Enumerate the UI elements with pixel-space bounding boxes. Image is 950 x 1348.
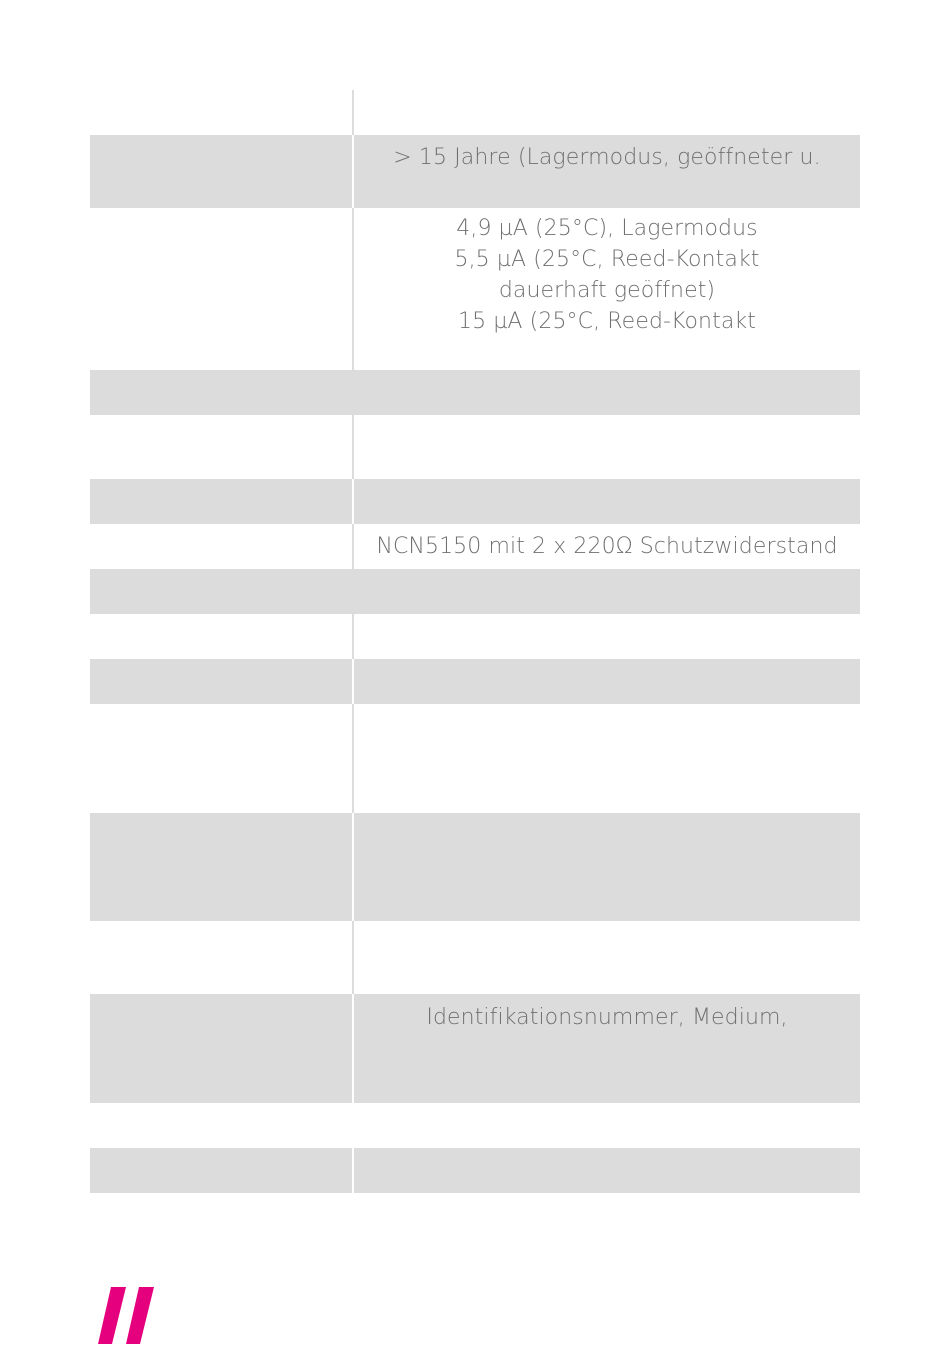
row-label: [90, 415, 352, 479]
row-value: [354, 1103, 860, 1148]
table-row: [90, 813, 860, 921]
row-value: [354, 370, 860, 415]
row-label: [90, 135, 352, 208]
table-row: [90, 659, 860, 704]
row-value: 4,9 µA (25°C), Lagermodus 5,5 µA (25°C, Reed-Kontakt dauerhaft geöffnet) 15 µA (25°C, Reed-Kontakt: [454, 216, 760, 334]
table-row: [90, 524, 860, 569]
row-label: [90, 659, 352, 704]
table-row: [90, 994, 860, 1103]
row-value: [354, 659, 860, 704]
table-row: [90, 370, 860, 415]
row-label: [90, 994, 352, 1103]
row-value: [354, 415, 860, 479]
spec-table: [90, 90, 860, 1193]
table-row: [90, 1103, 860, 1148]
table-row: [90, 921, 860, 994]
table-row: [90, 90, 860, 135]
row-value: [354, 813, 860, 921]
row-value: [354, 704, 860, 813]
row-label: [90, 90, 352, 135]
table-row: [90, 614, 860, 659]
row-label: [90, 614, 352, 659]
row-value: NCN5150 mit 2 x 220Ω Schutzwiderstand: [376, 534, 838, 559]
table-row: [90, 569, 860, 614]
row-value: [354, 479, 860, 524]
row-label: [90, 1148, 352, 1193]
row-value: [354, 569, 860, 614]
row-label: [90, 524, 352, 569]
double-slash-brand-icon: [96, 1287, 156, 1344]
row-value: > 15 Jahre (Lagermodus, geöffneter u.: [393, 145, 821, 170]
row-label: [90, 704, 352, 813]
table-row: [90, 415, 860, 479]
table-row: [90, 704, 860, 813]
table-row: [90, 1148, 860, 1193]
row-label: [90, 569, 352, 614]
row-value: [354, 1148, 860, 1193]
row-value: [354, 90, 860, 135]
table-row: [90, 135, 860, 208]
row-value: [354, 921, 860, 994]
table-row: [90, 479, 860, 524]
row-label: [90, 813, 352, 921]
table-row: [90, 208, 860, 370]
row-value: [354, 614, 860, 659]
row-label: [90, 479, 352, 524]
row-label: [90, 208, 352, 370]
row-value: Identifikationsnummer, Medium,: [426, 1005, 788, 1030]
row-label: [90, 1103, 352, 1148]
row-label: [90, 921, 352, 994]
row-label: [90, 370, 352, 415]
